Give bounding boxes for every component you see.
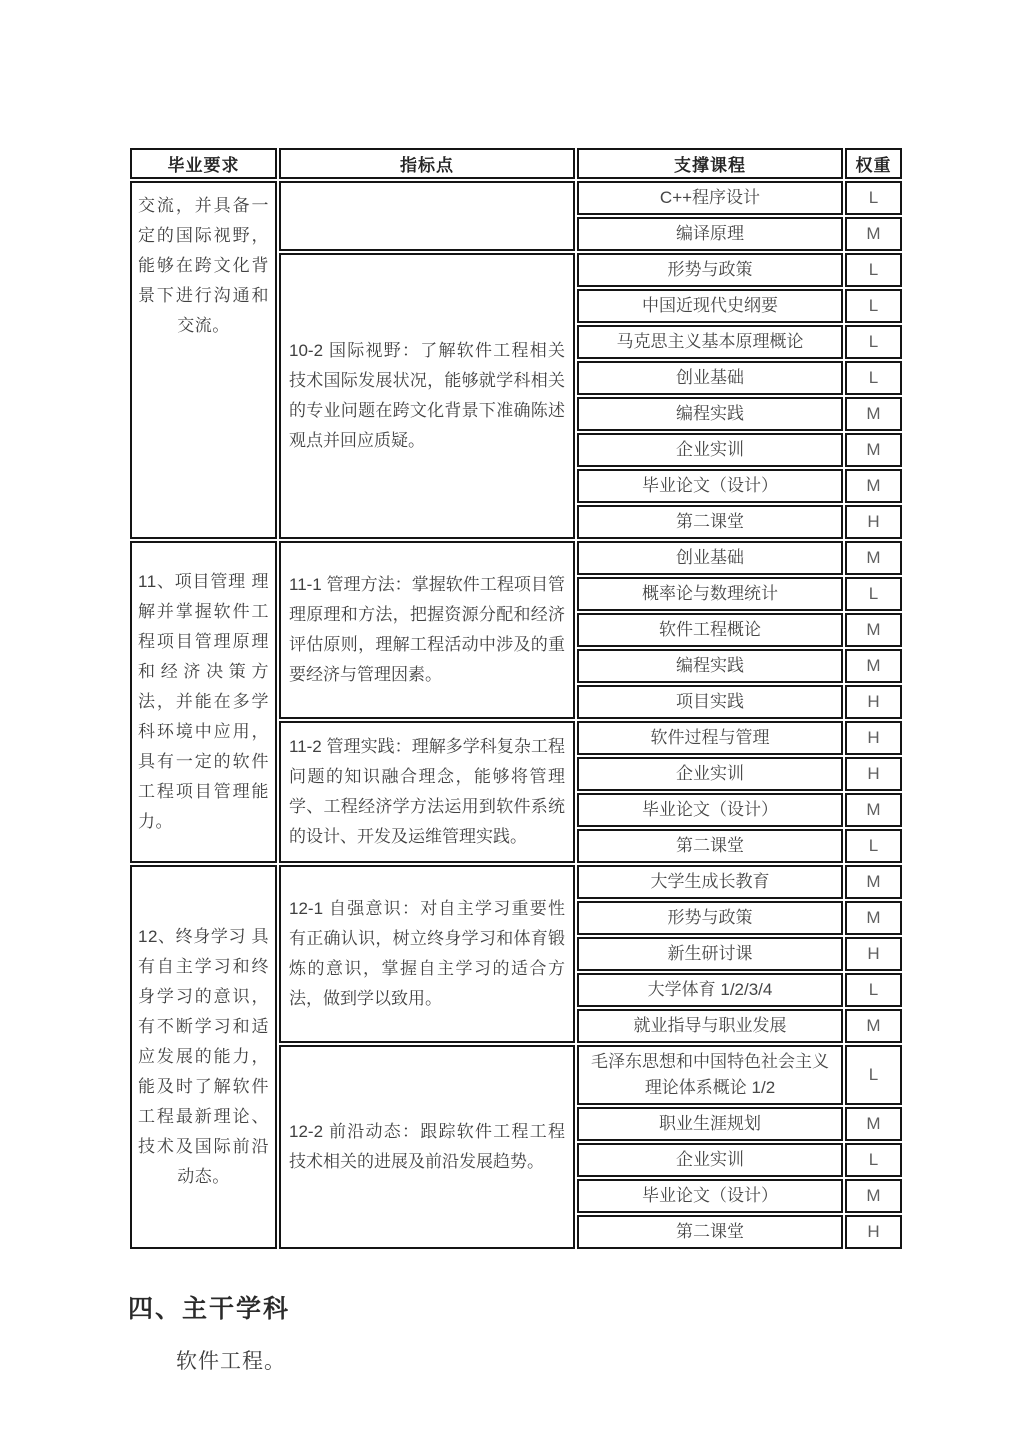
course-cell: 新生研讨课	[577, 937, 843, 971]
header-weight: 权重	[845, 148, 902, 179]
header-supporting-course: 支撑课程	[577, 148, 843, 179]
course-cell: 第二课堂	[577, 829, 843, 863]
weight-cell: M	[845, 1009, 902, 1043]
indicator-cell: 12-1 自强意识：对自主学习重要性有正确认识，树立终身学习和体育锻炼的意识，掌握自主学习的适合方法，做到学以致用。	[279, 865, 575, 1043]
requirement-cell: 交流，并具备一定的国际视野，能够在跨文化背景下进行沟通和交流。	[130, 181, 277, 539]
weight-cell: L	[845, 253, 902, 287]
course-cell: 毕业论文（设计）	[577, 1179, 843, 1213]
weight-cell: H	[845, 757, 902, 791]
table-row	[130, 865, 902, 899]
weight-cell: M	[845, 397, 902, 431]
course-cell: 职业生涯规划	[577, 1107, 843, 1141]
section-heading: 四、主干学科	[128, 1295, 291, 1323]
course-cell: 项目实践	[577, 685, 843, 719]
weight-cell: M	[845, 217, 902, 251]
course-cell: 中国近现代史纲要	[577, 289, 843, 323]
course-cell: 创业基础	[577, 541, 843, 575]
support-table-body	[130, 181, 902, 1249]
section-body-text: 软件工程。	[176, 1350, 286, 1373]
course-cell: 创业基础	[577, 361, 843, 395]
weight-cell: L	[845, 577, 902, 611]
weight-cell: L	[845, 325, 902, 359]
course-cell: 毛泽东思想和中国特色社会主义理论体系概论 1/2	[577, 1045, 843, 1105]
course-cell: 第二课堂	[577, 1215, 843, 1249]
table-header	[130, 148, 902, 179]
course-cell: 概率论与数理统计	[577, 577, 843, 611]
header-graduation-requirement: 毕业要求	[130, 148, 277, 179]
header-indicator-point: 指标点	[279, 148, 575, 179]
course-cell: 形势与政策	[577, 253, 843, 287]
indicator-cell-empty	[279, 181, 575, 251]
weight-cell: M	[845, 541, 902, 575]
indicator-cell: 12-2 前沿动态：跟踪软件工程工程技术相关的进展及前沿发展趋势。	[279, 1045, 575, 1249]
course-cell: 企业实训	[577, 433, 843, 467]
weight-cell: M	[845, 649, 902, 683]
course-cell: 马克思主义基本原理概论	[577, 325, 843, 359]
course-cell: 企业实训	[577, 757, 843, 791]
weight-cell: H	[845, 505, 902, 539]
weight-cell: M	[845, 1179, 902, 1213]
course-cell: 企业实训	[577, 1143, 843, 1177]
course-cell: 编译原理	[577, 217, 843, 251]
weight-cell: H	[845, 1215, 902, 1249]
requirement-cell: 11、项目管理 理解并掌握软件工程项目管理原理和经济决策方法，并能在多学科环境中应用，具有一定的软件工程项目管理能力。	[130, 541, 277, 863]
weight-cell: M	[845, 793, 902, 827]
course-cell: 就业指导与职业发展	[577, 1009, 843, 1043]
weight-cell: H	[845, 937, 902, 971]
weight-cell: L	[845, 181, 902, 215]
indicator-cell: 10-2 国际视野：了解软件工程相关技术国际发展状况，能够就学科相关的专业问题在跨文化背景下准确陈述观点并回应质疑。	[279, 253, 575, 539]
weight-cell: L	[845, 289, 902, 323]
support-course-table	[128, 146, 904, 1251]
table-header-row	[130, 148, 902, 179]
course-cell: 编程实践	[577, 649, 843, 683]
indicator-cell: 11-1 管理方法：掌握软件工程项目管理原理和方法，把握资源分配和经济评估原则，理解工程活动中涉及的重要经济与管理因素。	[279, 541, 575, 719]
course-cell: 编程实践	[577, 397, 843, 431]
weight-cell: H	[845, 721, 902, 755]
weight-cell: H	[845, 685, 902, 719]
indicator-cell: 11-2 管理实践：理解多学科复杂工程问题的知识融合理念，能够将管理学、工程经济学方法运用到软件系统的设计、开发及运维管理实践。	[279, 721, 575, 863]
weight-cell: M	[845, 901, 902, 935]
weight-cell: M	[845, 865, 902, 899]
weight-cell: M	[845, 469, 902, 503]
weight-cell: M	[845, 613, 902, 647]
course-cell: 毕业论文（设计）	[577, 793, 843, 827]
table-row	[130, 541, 902, 575]
weight-cell: L	[845, 361, 902, 395]
course-cell: C++程序设计	[577, 181, 843, 215]
course-cell: 大学体育 1/2/3/4	[577, 973, 843, 1007]
weight-cell: L	[845, 973, 902, 1007]
weight-cell: L	[845, 829, 902, 863]
course-cell: 毕业论文（设计）	[577, 469, 843, 503]
course-cell: 第二课堂	[577, 505, 843, 539]
course-cell: 软件过程与管理	[577, 721, 843, 755]
table-row	[130, 181, 902, 215]
course-cell: 软件工程概论	[577, 613, 843, 647]
weight-cell: L	[845, 1143, 902, 1177]
weight-cell: M	[845, 433, 902, 467]
course-cell: 形势与政策	[577, 901, 843, 935]
weight-cell: L	[845, 1045, 902, 1105]
course-cell: 大学生成长教育	[577, 865, 843, 899]
weight-cell: M	[845, 1107, 902, 1141]
requirement-cell: 12、终身学习 具有自主学习和终身学习的意识，有不断学习和适应发展的能力，能及时了解软件工程最新理论、技术及国际前沿动态。	[130, 865, 277, 1249]
